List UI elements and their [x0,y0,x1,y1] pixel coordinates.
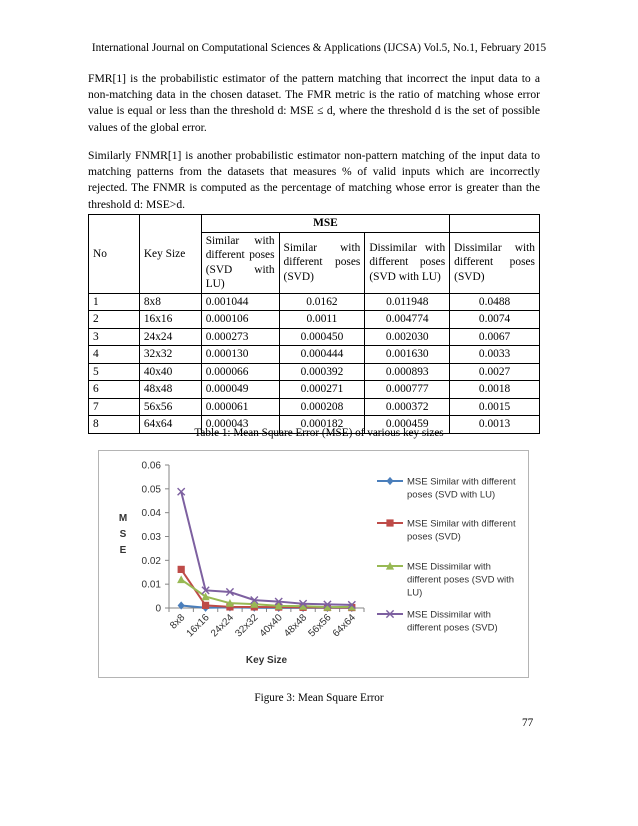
table-cell-c2: 0.000271 [279,381,365,399]
series-line-4 [181,492,352,605]
x-tick-label: 64x64 [330,612,358,640]
table-cell-no: 3 [89,328,140,346]
data-point-s2-16x16 [202,602,209,609]
table-cell-c1: 0.000061 [201,398,279,416]
table-cell-c4: 0.0015 [450,398,540,416]
table-cell-c4: 0.0018 [450,381,540,399]
table-cell-c1: 0.000043 [201,416,279,434]
table-cell-no: 8 [89,416,140,434]
table-cell-key: 32x32 [139,346,201,364]
legend-marker-2 [386,519,393,526]
table-cell-c3: 0.001630 [365,346,450,364]
table-cell-c4: 0.0033 [450,346,540,364]
x-tick-label: 40x40 [257,612,285,640]
figure-caption: Figure 3: Mean Square Error [254,692,384,704]
table-row [89,381,540,399]
col-header-no: No [89,215,140,294]
table-cell-c4: 0.0074 [450,311,540,329]
table-row [89,398,540,416]
legend-label-3: MSE Dissimilar with [407,561,491,573]
table-cell-c1: 0.000066 [201,363,279,381]
table-cell-key: 8x8 [139,293,201,311]
y-tick-label: 0.02 [141,555,161,567]
group-header-empty [450,215,540,233]
table-cell-c1: 0.000273 [201,328,279,346]
table-cell-no: 4 [89,346,140,364]
y-tick-label: 0 [155,603,161,615]
table-cell-c4: 0.0067 [450,328,540,346]
table-row [89,311,540,329]
y-tick-label: 0.05 [141,484,161,496]
table-cell-c3: 0.000893 [365,363,450,381]
legend-label-4: MSE Dissimilar with [407,609,491,621]
col-header-similar-svd-lu: Similar with different poses (SVD with LU) [201,232,279,293]
table-cell-c4: 0.0027 [450,363,540,381]
table-row [89,328,540,346]
table-cell-c3: 0.011948 [365,293,450,311]
page-number: 77 [522,717,534,729]
y-tick-label: 0.04 [141,508,161,520]
legend-label-1: MSE Similar with different [407,476,516,488]
table-cell-key: 64x64 [139,416,201,434]
legend-label-3: different poses (SVD with [407,574,515,586]
legend-label-4: different poses (SVD) [407,622,498,634]
table-cell-c1: 0.000130 [201,346,279,364]
data-point-s3-8x8 [177,575,185,583]
table-cell-c3: 0.000372 [365,398,450,416]
table-cell-c2: 0.0162 [279,293,365,311]
y-tick-label: 0.01 [141,579,161,591]
col-header-similar-svd: Similar with different poses (SVD) [279,232,365,293]
table-cell-key: 16x16 [139,311,201,329]
legend-label-2: MSE Similar with different [407,518,516,530]
table-body [89,293,540,433]
table-cell-c3: 0.000777 [365,381,450,399]
table-cell-key: 40x40 [139,363,201,381]
x-tick-label: 48x48 [282,612,310,640]
legend-label-2: poses (SVD) [407,531,461,543]
table-cell-no: 7 [89,398,140,416]
col-header-dissimilar-svd-lu: Dissimilar with different poses (SVD with LU) [365,232,450,293]
table-cell-c2: 0.000182 [279,416,365,434]
legend-label-1: poses (SVD with LU) [407,489,496,501]
table-cell-no: 1 [89,293,140,311]
y-tick-label: 0.06 [141,460,161,472]
x-axis-title: Key Size [245,655,288,666]
paragraph-fmr: FMR[1] is the probabilistic estimator of the pattern matching that incorrect the input data to a non-matching data in the chosen dataset. The FMR metric is the ratio of matching whose error value is equal or less than the threshold d: MSE ≤ d, where the threshold d is the set of possible values of the global error. [88,72,540,134]
table-cell-c1: 0.000049 [201,381,279,399]
journal-header: International Journal on Computational Sciences & Applications (IJCSA) Vol.5, No.1, February 2015 [91,42,547,54]
table-cell-c3: 0.002030 [365,328,450,346]
group-header-mse: MSE [201,215,449,233]
x-tick-label: 56x56 [306,612,334,640]
table-cell-key: 56x56 [139,398,201,416]
col-header-key-size: Key Size [139,215,201,294]
table-cell-c2: 0.000444 [279,346,365,364]
paragraph-fnmr: Similarly FNMR[1] is another probabilistic estimator non-pattern matching of the input data to matching patterns from the datasets that measures % of valid inputs which are incorrectly rejected. The FNMR is computed as the percentage of matching whose error is greater than the threshold d: MSE>d. [88,149,540,211]
legend-marker-1 [386,477,393,485]
table-cell-no: 2 [89,311,140,329]
x-tick-label: 16x16 [184,612,212,640]
table-cell-c3: 0.000459 [365,416,450,434]
table-cell-c4: 0.0013 [450,416,540,434]
col-header-dissimilar-svd: Dissimilar with different poses (SVD) [450,232,540,293]
x-tick-label: 32x32 [233,612,261,640]
table-cell-c2: 0.000392 [279,363,365,381]
table-cell-key: 48x48 [139,381,201,399]
table-row [89,363,540,381]
table-row [89,346,540,364]
table-cell-c2: 0.000208 [279,398,365,416]
table-cell-no: 6 [89,381,140,399]
x-tick-label: 24x24 [209,612,237,640]
table-row [89,293,540,311]
data-point-s2-8x8 [178,566,185,573]
table-cell-no: 5 [89,363,140,381]
chart-frame [98,450,529,678]
y-tick-label: 0.03 [141,532,161,543]
table-cell-c2: 0.0011 [279,311,365,329]
y-axis-title: M S E [118,513,128,556]
legend-label-3: LU) [407,587,423,599]
table-caption: Table 1: Mean Square Error (MSE) of various key sizes [194,427,444,439]
table-cell-c3: 0.004774 [365,311,450,329]
table-cell-key: 24x24 [139,328,201,346]
x-tick-label: 8x8 [168,612,188,632]
table-cell-c1: 0.001044 [201,293,279,311]
mse-line-chart [99,451,528,677]
table-cell-c4: 0.0488 [450,293,540,311]
table-group-header-row [89,215,540,233]
table-cell-c2: 0.000450 [279,328,365,346]
mse-table [88,214,540,434]
table-cell-c1: 0.000106 [201,311,279,329]
